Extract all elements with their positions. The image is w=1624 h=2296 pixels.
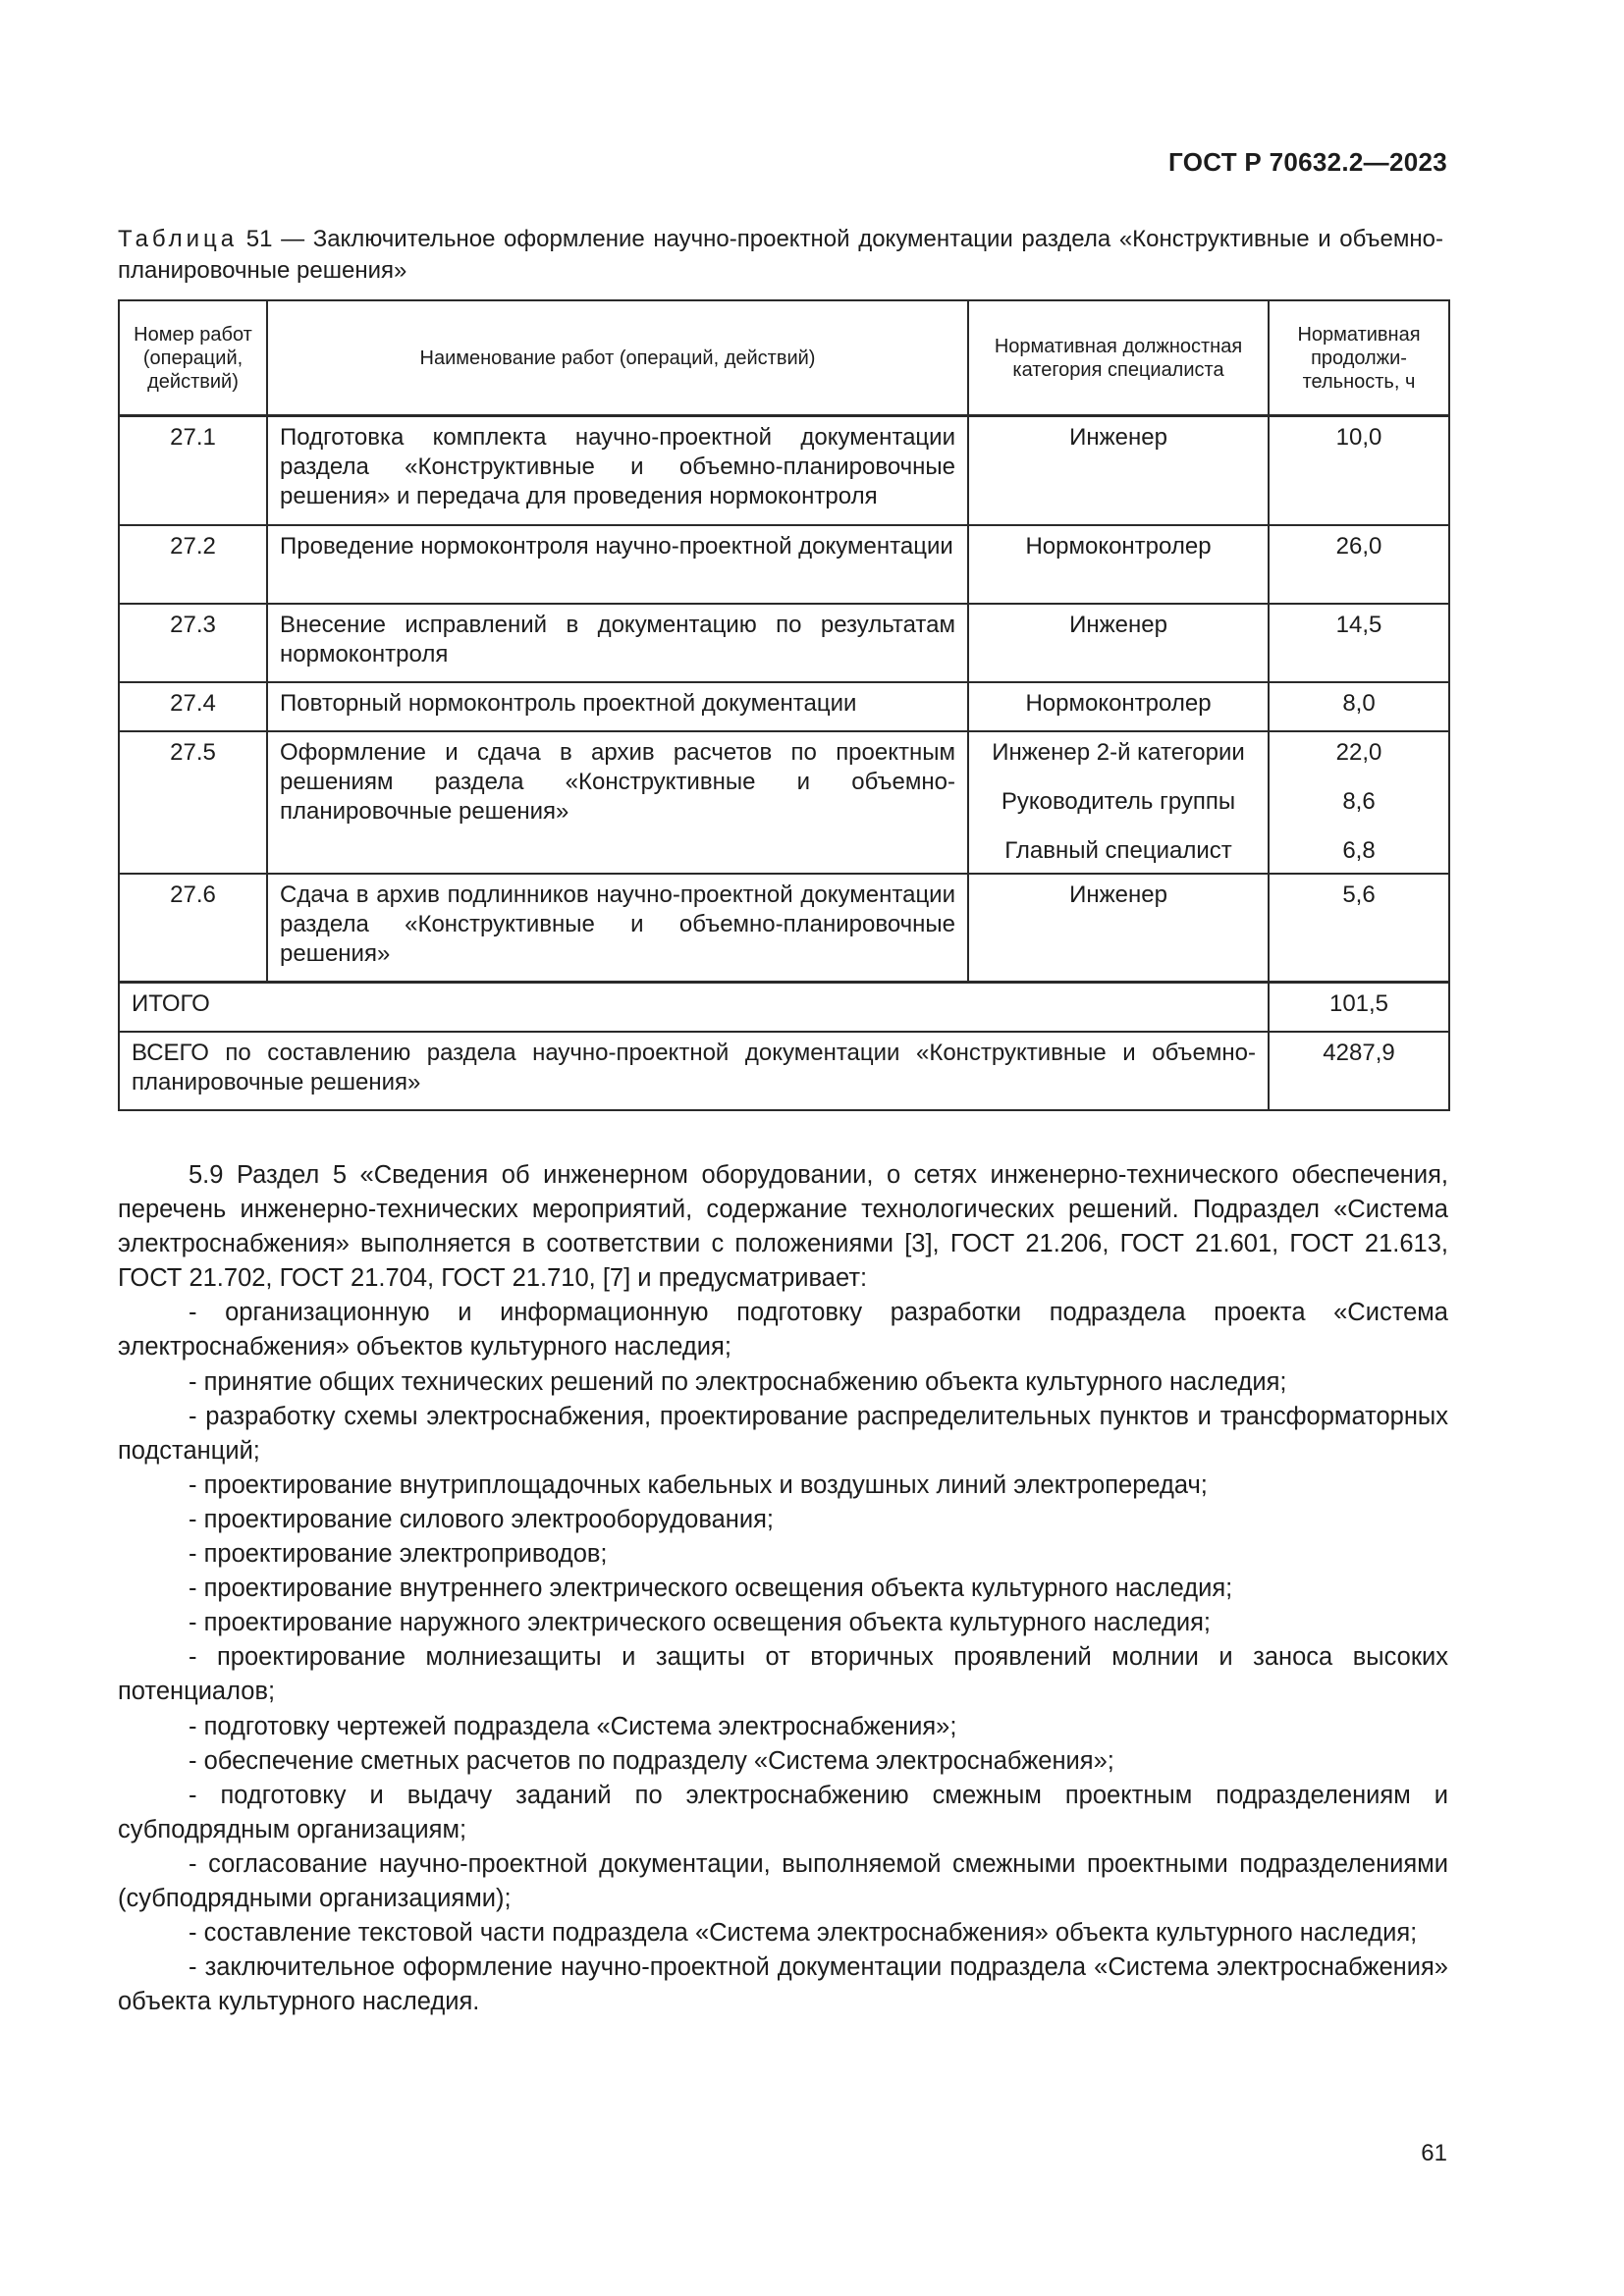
table-row xyxy=(119,525,1449,604)
row-hours: 10,0 xyxy=(1269,416,1449,525)
page-number: 61 xyxy=(1421,2140,1447,2166)
row-category: Инженер xyxy=(968,416,1269,525)
list-item: - организационную и информационную подготовку разработки подраздела проекта «Система электроснабжения» объектов культурного наследия; xyxy=(118,1299,1448,1362)
row-name: Повторный нормоконтроль проектной документации xyxy=(267,682,968,731)
table-caption-label: Таблица xyxy=(118,226,239,252)
table-row xyxy=(119,416,1449,525)
list-item: - проектирование внутреннего электрического освещения объекта культурного наследия; xyxy=(189,1575,1233,1603)
list-item: - разработку схемы электроснабжения, проектирование распределительных пунктов и трансформаторных подстанций; xyxy=(118,1402,1448,1465)
row-hours: 26,0 xyxy=(1269,525,1449,604)
total-label: ИТОГО xyxy=(119,983,1269,1032)
row-hours: 8,0 xyxy=(1269,682,1449,731)
row-number: 27.6 xyxy=(119,874,267,983)
row-number: 27.4 xyxy=(119,682,267,731)
list-item: - подготовку и выдачу заданий по электроснабжению смежным проектным подразделениям и субподрядным организациям; xyxy=(118,1781,1448,1843)
document-code: ГОСТ Р 70632.2—2023 xyxy=(1168,147,1447,177)
row-category: Нормоконтролер xyxy=(968,682,1269,731)
row-number: 27.1 xyxy=(119,416,267,525)
norms-table xyxy=(118,299,1450,1111)
row-name: Сдача в архив подлинников научно-проектной документации раздела «Конструктивные и объемно-планировочные решения» xyxy=(267,874,968,983)
row-category: Инженер xyxy=(968,604,1269,682)
row-category: Главный специалист xyxy=(1004,836,1232,864)
list-item: - проектирование внутриплощадочных кабельных и воздушных линий электропередач; xyxy=(189,1470,1208,1499)
row-category: Инженер 2-й категории xyxy=(992,738,1245,766)
row-category: Руководитель группы xyxy=(1001,787,1236,815)
list-item: - подготовку чертежей подраздела «Система электроснабжения»; xyxy=(189,1712,957,1740)
total-row xyxy=(119,983,1449,1032)
row-hours: 22,0 xyxy=(1335,738,1382,766)
row-hours: 5,6 xyxy=(1269,874,1449,983)
list-item: - проектирование наружного электрического освещения объекта культурного наследия; xyxy=(189,1609,1211,1637)
row-name: Проведение нормоконтроля научно-проектной документации xyxy=(267,525,968,604)
list-item: - составление текстовой части подраздела «Система электроснабжения» объекта культурного наследия; xyxy=(189,1919,1418,1948)
table-row xyxy=(119,874,1449,983)
row-name: Внесение исправлений в документацию по результатам нормоконтроля xyxy=(267,604,968,682)
table-row xyxy=(119,731,1449,874)
col-header-category: Нормативная должностная категория специалиста xyxy=(968,300,1269,416)
row-category: Нормоконтролер xyxy=(968,525,1269,604)
table-caption-text: 51 — Заключительное оформление научно-проектной документации раздела «Конструктивные и объемно-планировочные решения» xyxy=(118,226,1443,284)
row-category-multi xyxy=(968,731,1269,874)
row-number: 27.2 xyxy=(119,525,267,604)
list-item: - обеспечение сметных расчетов по подразделу «Система электроснабжения»; xyxy=(189,1746,1114,1775)
col-header-duration: Нормативная продолжи-тельность, ч xyxy=(1269,300,1449,416)
grand-total-label: ВСЕГО по составлению раздела научно-проектной документации «Конструктивные и объемно-планировочные решения» xyxy=(119,1032,1269,1110)
row-number: 27.5 xyxy=(119,731,267,874)
grand-total-row xyxy=(119,1032,1449,1110)
col-header-number: Номер работ (операций, действий) xyxy=(119,300,267,416)
row-number: 27.3 xyxy=(119,604,267,682)
row-category: Инженер xyxy=(968,874,1269,983)
list-item: - проектирование электроприводов; xyxy=(189,1540,608,1569)
table-header-row xyxy=(119,300,1449,416)
list-item: - проектирование силового электрооборудования; xyxy=(189,1505,774,1533)
row-hours-multi xyxy=(1269,731,1449,874)
list-item: - принятие общих технических решений по электроснабжению объекта культурного наследия; xyxy=(189,1367,1287,1396)
row-name: Подготовка комплекта научно-проектной документации раздела «Конструктивные и объемно-планировочные решения» и передача для проведения нормоконтроля xyxy=(267,416,968,525)
row-name: Оформление и сдача в архив расчетов по проектным решениям раздела «Конструктивные и объемно-планировочные решения» xyxy=(267,731,968,874)
total-value: 101,5 xyxy=(1269,983,1449,1032)
list-item: - заключительное оформление научно-проектной документации подраздела «Система электроснабжения» объекта культурного наследия. xyxy=(118,1953,1448,2016)
col-header-name: Наименование работ (операций, действий) xyxy=(267,300,968,416)
table-row xyxy=(119,604,1449,682)
section-body xyxy=(118,1158,1448,2019)
table-caption xyxy=(118,224,1443,287)
list-item: - согласование научно-проектной документации, выполняемой смежными проектными подразделениями (субподрядными организациями); xyxy=(118,1849,1448,1912)
grand-total-value: 4287,9 xyxy=(1269,1032,1449,1110)
row-hours: 8,6 xyxy=(1342,787,1376,815)
table-row xyxy=(119,682,1449,731)
row-hours: 14,5 xyxy=(1269,604,1449,682)
row-hours: 6,8 xyxy=(1342,836,1376,864)
section-paragraph: 5.9 Раздел 5 «Сведения об инженерном оборудовании, о сетях инженерно-технического обеспечения, перечень инженерно-технических мероприятий, содержание технологических решений. Подраздел «Система электроснабжения» выполняется в соответствии с положениями [3], ГОСТ 21.206, ГОСТ 21.601, ГОСТ 21.613, ГОСТ 21.702, ГОСТ 21.704, ГОСТ 21.710, [7] и предусматривает: xyxy=(118,1161,1448,1293)
list-item: - проектирование молниезащиты и защиты от вторичных проявлений молнии и заноса высоких потенциалов; xyxy=(118,1643,1448,1706)
